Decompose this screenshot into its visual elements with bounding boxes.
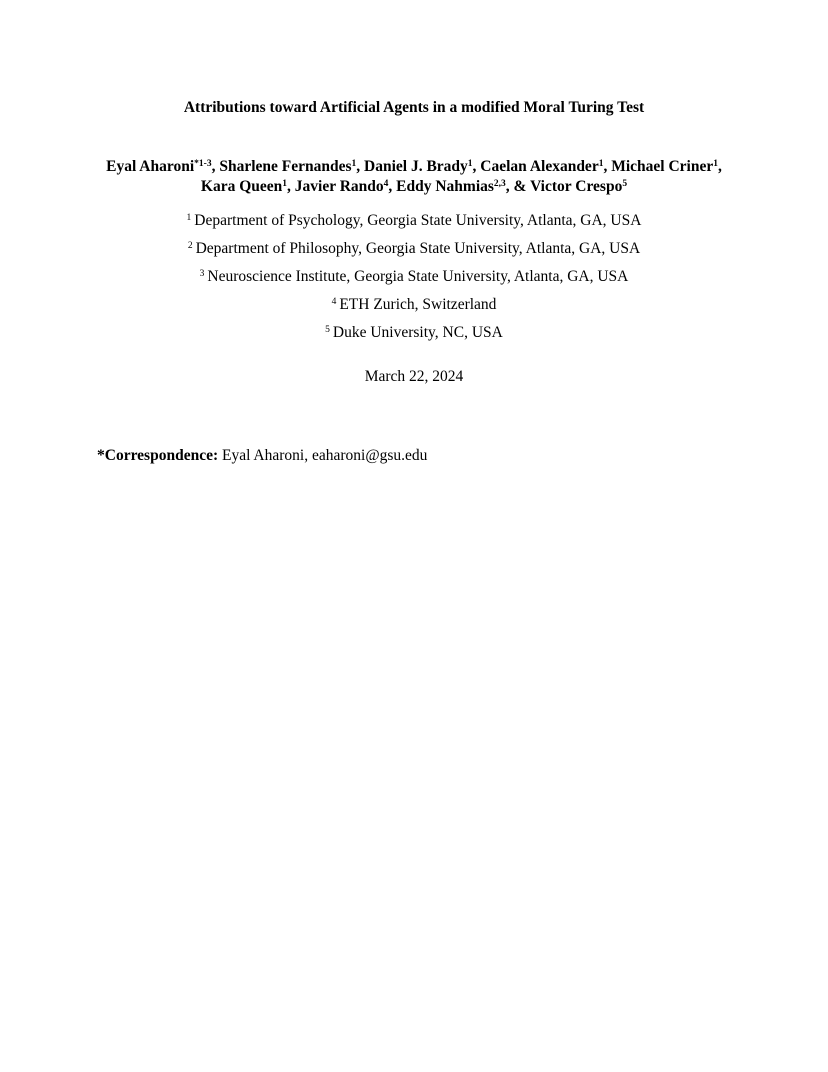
correspondence-text: Eyal Aharoni, eaharoni@gsu.edu — [222, 447, 428, 464]
author-separator: , — [388, 178, 397, 195]
affiliation-text: ETH Zurich, Switzerland — [339, 296, 497, 313]
affiliation-number: 4 — [331, 297, 337, 307]
author-name: Sharlene Fernandes — [219, 158, 352, 175]
author-affiliation-marker: 1 — [351, 159, 357, 169]
affiliation — [0, 212, 828, 230]
author-separator: , & — [505, 178, 531, 195]
affiliation-number: 5 — [325, 325, 330, 335]
author-name: Caelan Alexander — [480, 158, 599, 175]
affiliation — [0, 240, 828, 258]
author — [219, 158, 364, 175]
author-affiliation-marker: 1 — [598, 159, 604, 169]
publication-date: March 22, 2024 — [364, 368, 464, 385]
author-separator: , — [356, 158, 365, 175]
paper-title: Attributions toward Artificial Agents in a modified Moral Turing Test — [183, 99, 645, 116]
author-name: Michael Criner — [611, 158, 714, 175]
author — [364, 158, 480, 175]
author-affiliation-marker: 1 — [713, 159, 718, 169]
author — [480, 158, 611, 175]
author — [611, 158, 722, 175]
author-separator: , — [287, 178, 295, 195]
author — [106, 158, 219, 175]
author-affiliation-marker: 1 — [282, 179, 288, 189]
affiliation-text: Neuroscience Institute, Georgia State University, Atlanta, GA, USA — [207, 268, 629, 285]
affiliation-text: Duke University, NC, USA — [332, 324, 503, 341]
affiliation — [0, 324, 828, 342]
author-affiliation-marker: 1 — [467, 159, 473, 169]
affiliation-text: Department of Psychology, Georgia State University, Atlanta, GA, USA — [194, 212, 642, 229]
author — [295, 178, 396, 195]
author-name: Kara Queen — [200, 178, 283, 195]
author-name: Victor Crespo — [530, 178, 623, 195]
affiliation-text: Department of Philosophy, Georgia State University, Atlanta, GA, USA — [195, 240, 641, 257]
author — [396, 178, 530, 195]
author-affiliation-marker: 5 — [622, 179, 628, 189]
correspondence-label: *Correspondence: — [97, 447, 219, 464]
author-separator: , — [603, 158, 612, 175]
author — [201, 178, 295, 195]
author-affiliation-marker: *1-3 — [194, 159, 212, 169]
author-name: Javier Rando — [294, 178, 384, 195]
author-name: Eyal Aharoni — [106, 158, 195, 175]
author — [530, 178, 627, 195]
author-name: Daniel J. Brady — [364, 158, 468, 175]
author-name: Eddy Nahmias — [396, 178, 494, 195]
author-affiliation-marker: 2,3 — [493, 179, 506, 189]
author-separator: , — [211, 158, 220, 175]
author-separator: , — [472, 158, 481, 175]
author-list — [100, 157, 728, 197]
affiliation-number: 2 — [187, 241, 193, 251]
author-affiliation-marker: 4 — [383, 179, 389, 189]
affiliation-number: 1 — [186, 213, 192, 223]
correspondence — [97, 447, 737, 465]
affiliation-number: 3 — [199, 269, 205, 279]
affiliation — [0, 296, 828, 314]
author-separator: , — [717, 158, 722, 175]
affiliation — [0, 268, 828, 286]
